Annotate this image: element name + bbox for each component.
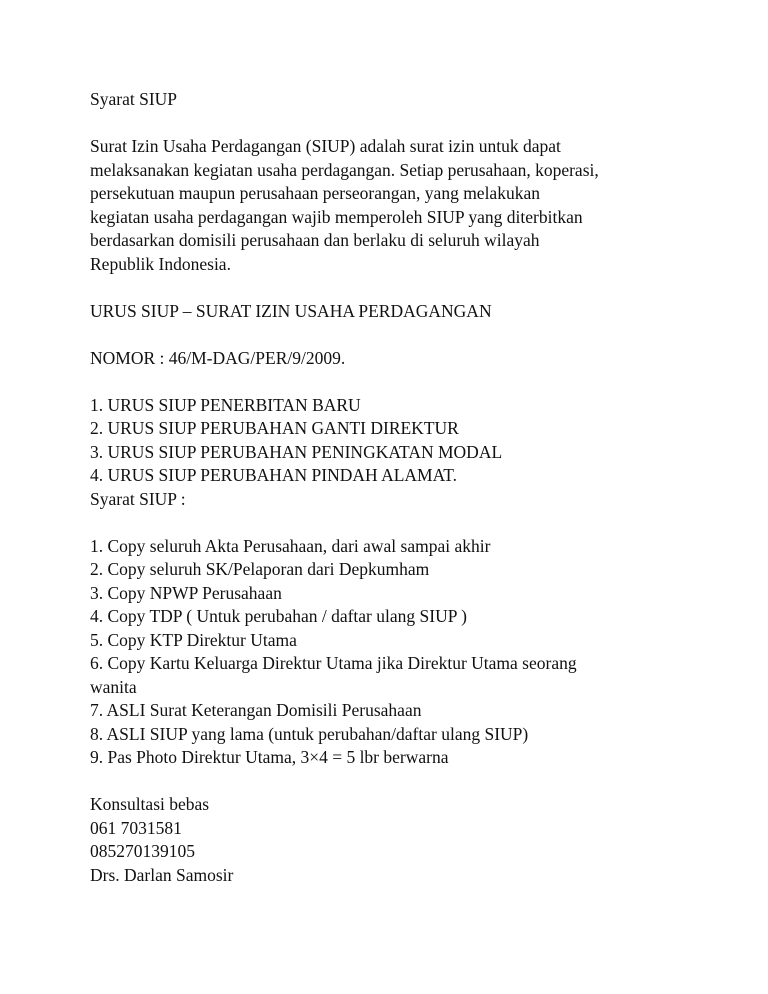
section-title: URUS SIUP – SURAT IZIN USAHA PERDAGANGAN bbox=[90, 300, 492, 321]
intro-paragraph bbox=[90, 135, 690, 276]
spacer bbox=[90, 112, 690, 136]
intro-line: kegiatan usaha perdagangan wajib memperoleh SIUP yang diterbitkan bbox=[90, 206, 583, 227]
list-item: 2. URUS SIUP PERUBAHAN GANTI DIREKTUR bbox=[90, 418, 459, 438]
intro-line: persekutuan maupun perusahaan perseorangan, yang melakukan bbox=[90, 183, 540, 203]
contact-phone: 085270139105 bbox=[90, 841, 195, 861]
spacer bbox=[90, 770, 690, 794]
list-item: 9. Pas Photo Direktur Utama, 3×4 = 5 lbr berwarna bbox=[90, 747, 449, 767]
list-item: 4. Copy TDP ( Untuk perubahan / daftar ulang SIUP ) bbox=[90, 606, 468, 626]
spacer bbox=[90, 323, 690, 347]
list-item: 7. ASLI Surat Keterangan Domisili Perusahaan bbox=[90, 700, 422, 720]
spacer bbox=[90, 370, 690, 394]
contact-phone: 061 7031581 bbox=[90, 817, 182, 838]
contact-block bbox=[90, 793, 690, 887]
list-item: 6. Copy Kartu Keluarga Direktur Utama jika Direktur Utama seorang bbox=[90, 653, 577, 673]
list-item: 4. URUS SIUP PERUBAHAN PINDAH ALAMAT. bbox=[90, 465, 458, 485]
list-item-continuation: wanita bbox=[90, 676, 137, 697]
spacer bbox=[90, 511, 690, 535]
list-item: 3. URUS SIUP PERUBAHAN PENINGKATAN MODAL bbox=[90, 441, 503, 462]
list-item: 3. Copy NPWP Perusahaan bbox=[90, 582, 282, 603]
list-item: 1. Copy seluruh Akta Perusahaan, dari awal sampai akhir bbox=[90, 535, 491, 556]
list-item: 2. Copy seluruh SK/Pelaporan dari Depkumham bbox=[90, 559, 430, 579]
intro-line: melaksanakan kegiatan usaha perdagangan. Setiap perusahaan, koperasi, bbox=[90, 159, 599, 180]
list-item: 1. URUS SIUP PENERBITAN BARU bbox=[90, 394, 361, 415]
document-body bbox=[90, 88, 690, 887]
list-item: 8. ASLI SIUP yang lama (untuk perubahan/daftar ulang SIUP) bbox=[90, 723, 529, 744]
intro-line: Surat Izin Usaha Perdagangan (SIUP) adalah surat izin untuk dapat bbox=[90, 136, 561, 156]
contact-name: Drs. Darlan Samosir bbox=[90, 864, 234, 885]
intro-line: berdasarkan domisili perusahaan dan berlaku di seluruh wilayah bbox=[90, 230, 540, 250]
document-heading: Syarat SIUP bbox=[90, 89, 178, 109]
syarat-list bbox=[90, 535, 690, 770]
nomor-line: NOMOR : 46/M-DAG/PER/9/2009. bbox=[90, 347, 346, 368]
list-item: 5. Copy KTP Direktur Utama bbox=[90, 629, 297, 650]
spacer bbox=[90, 276, 690, 300]
intro-line: Republik Indonesia. bbox=[90, 253, 231, 274]
syarat-label: Syarat SIUP : bbox=[90, 488, 186, 509]
urus-list bbox=[90, 394, 690, 488]
contact-label: Konsultasi bebas bbox=[90, 794, 210, 814]
